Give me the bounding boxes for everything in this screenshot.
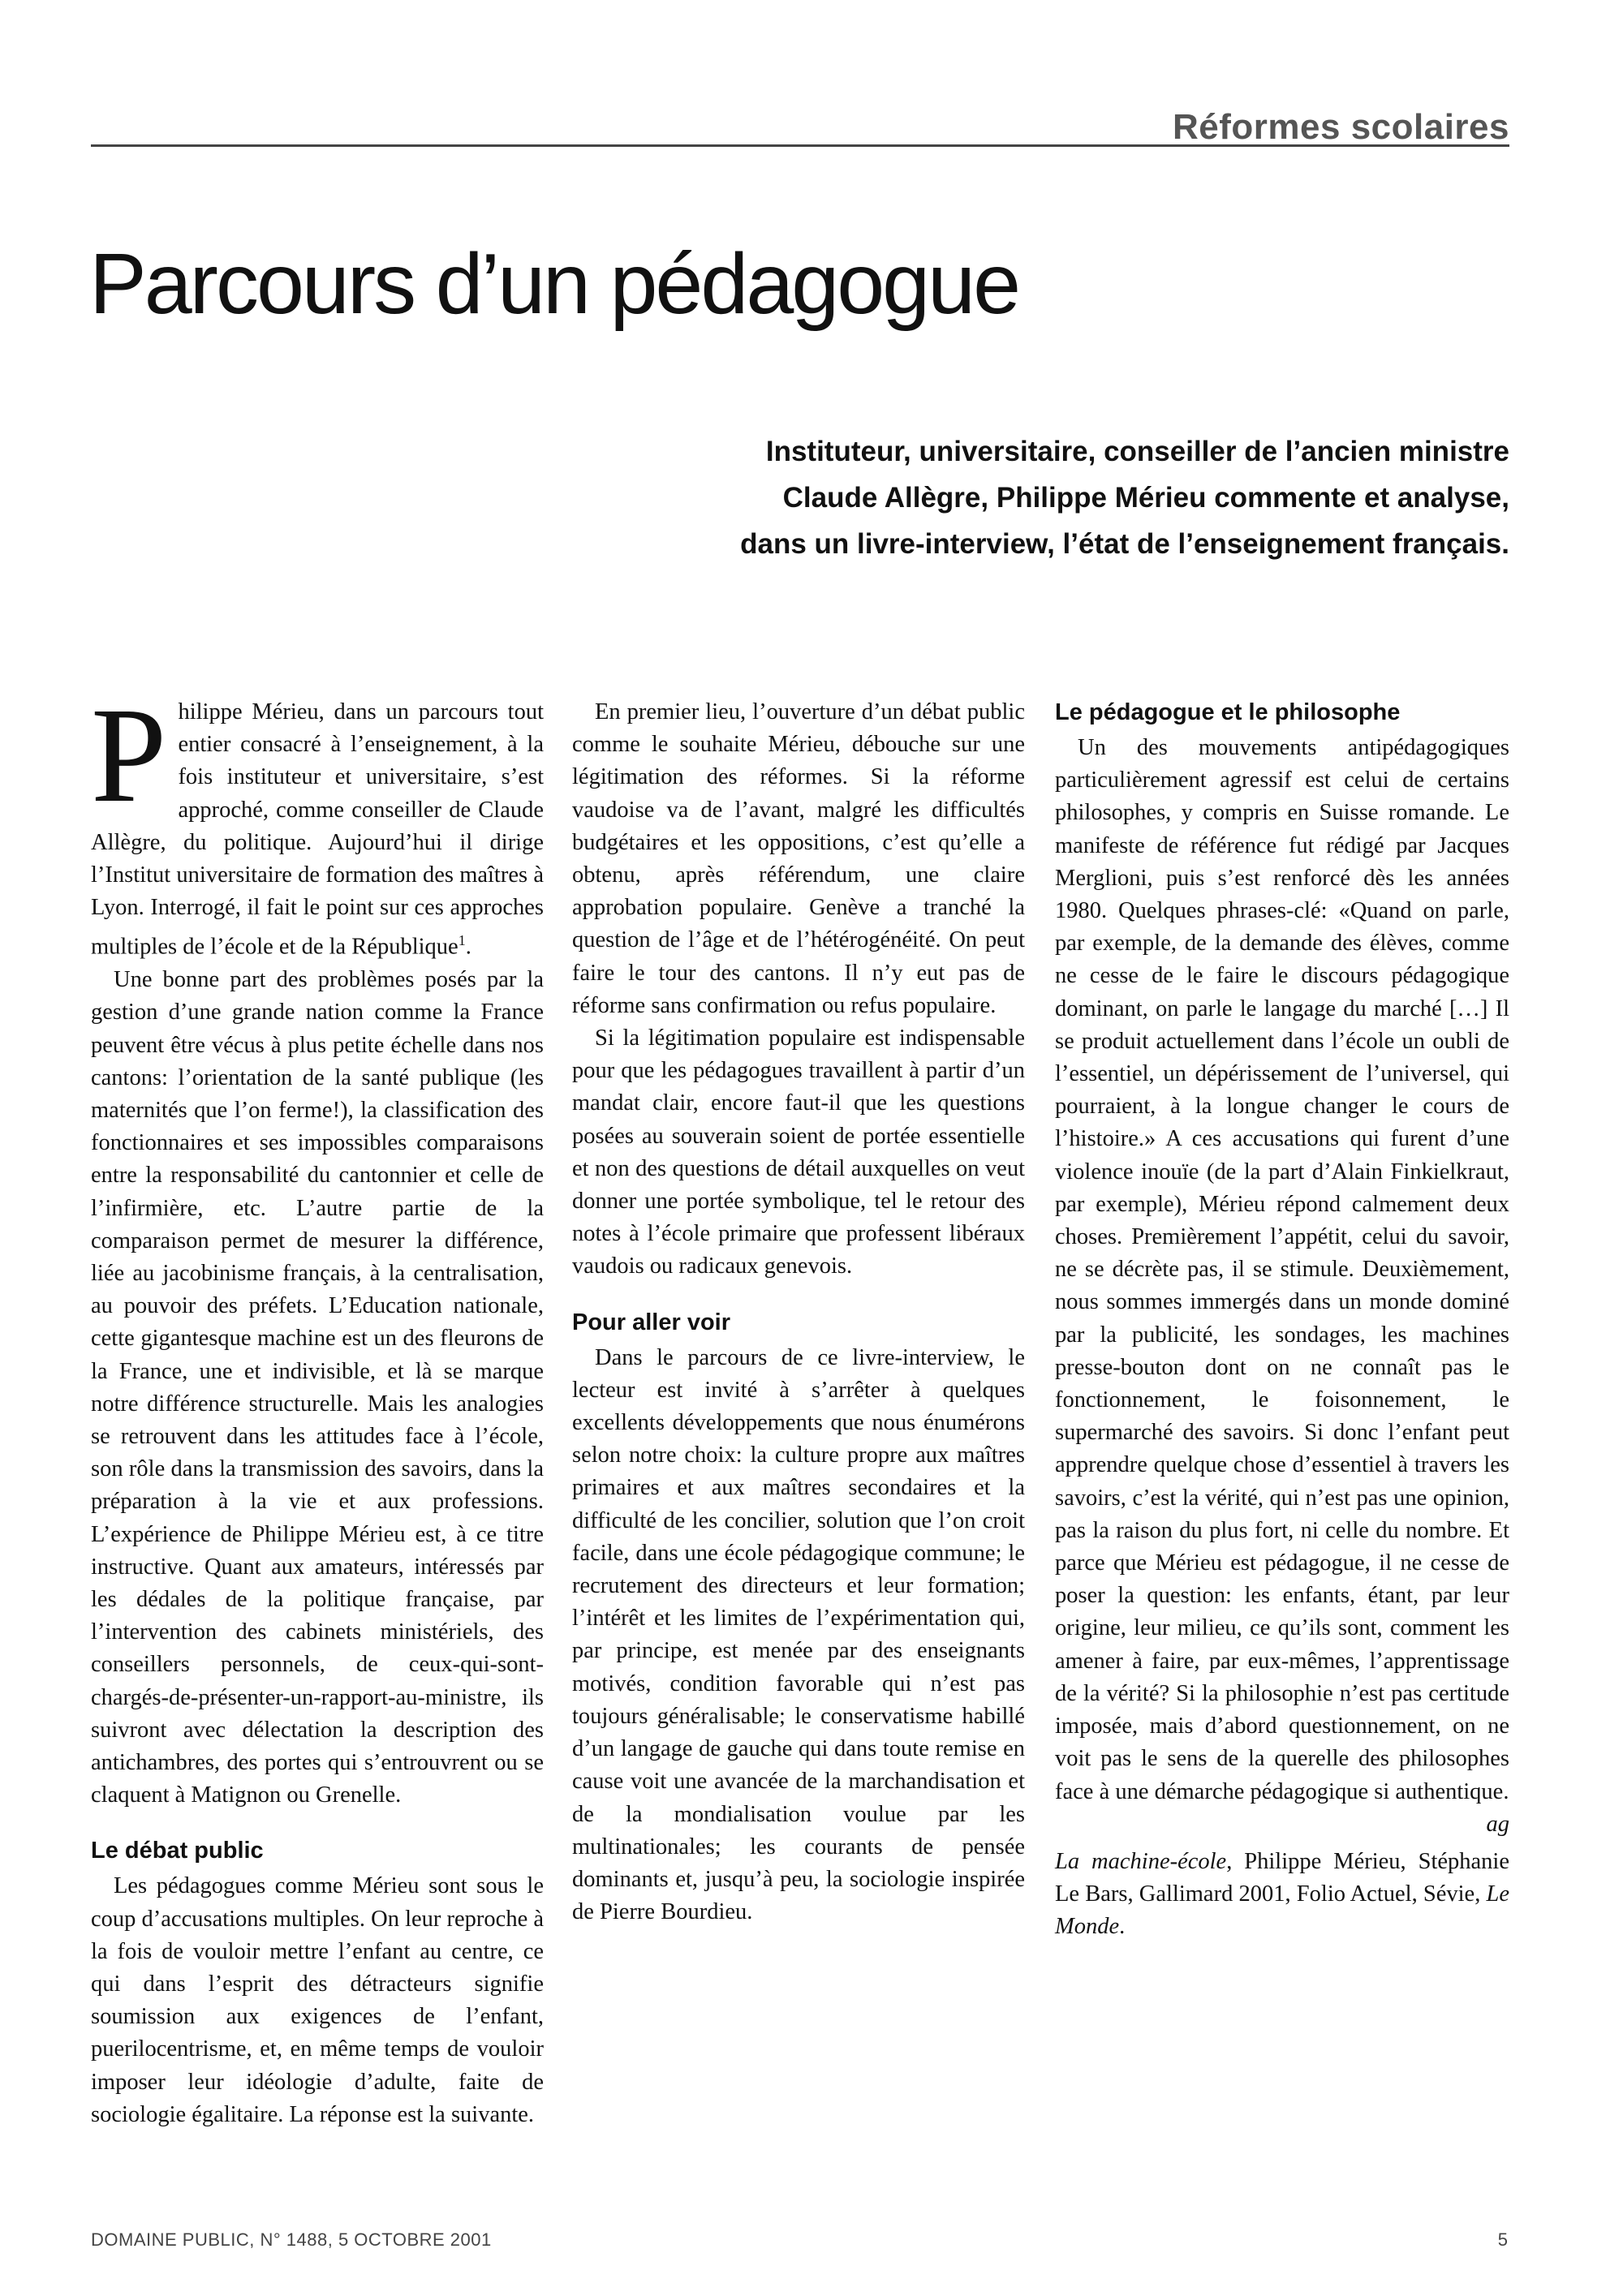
subheading-pour-aller-voir: Pour aller voir <box>572 1309 731 1335</box>
body-paragraph: Si la légitimation populaire est indispensable pour que les pédagogues travaillent à partir d’un mandat clair, encore faut-il que les questions posées au souverain soient de portée essentielle et non des questions de détail auxquelles on veut donner une portée symbolique, tel le retour des notes à l’école primaire que professent libéraux vaudois ou radicaux genevois. <box>572 1025 1025 1279</box>
article-title: Parcours d’un pédagogue <box>89 236 1019 332</box>
book-reference: La machine-école, Philippe Mérieu, Stéphanie Le Bars, Gallimard 2001, Folio Actuel, Sévie, Le Monde. <box>1055 1848 1509 1940</box>
body-paragraph: En premier lieu, l’ouverture d’un débat public comme le souhaite Mérieu, débouche sur une légitimation des réformes. Si la réforme vaudoise va de l’avant, malgré les difficultés budgétaires et les oppositions, c’est qu’elle a obtenu, après référendum, une claire approbation populaire. Genève a tranché la question de l’âge et de l’hétérogénéité. On peut faire le tour des cantons. Il n’y eut pas de réforme sans confirmation ou refus populaire. <box>572 699 1025 1018</box>
lead-line-1: Instituteur, universitaire, conseiller de l’ancien ministre <box>765 436 1509 467</box>
article-lead <box>438 428 1509 567</box>
book-title: La machine-école <box>1055 1848 1227 1874</box>
author-signature: ag <box>1486 1811 1509 1837</box>
footer-publication: DOMAINE PUBLIC, N° 1488, 5 OCTOBRE 2001 <box>91 2229 492 2250</box>
drop-cap: P <box>91 680 167 831</box>
subheading-pedagogue-philosophe: Le pédagogue et le philosophe <box>1055 699 1401 725</box>
intro-paragraph: Philippe Mérieu, dans un parcours tout entier consacré à l’enseignement, à la fois instituteur et universitaire, s’est approché, comme conseiller de Claude Allègre, du politique. Aujourd’hui il dirige l’Institut universitaire de formation des maîtres à Lyon. Interrogé, il fait le point sur ces approches multiples de l’école et de la République$^1$. <box>91 680 544 960</box>
body-paragraph: Les pédagogues comme Mérieu sont sous le coup d’accusations multiples. On leur reproche à la fois de vouloir mettre l’enfant au centre, ce qui dans l’esprit des détracteurs signifie soumission aux exigences de l’enfant, puerilocentrisme, et, en même temps de vouloir imposer leur idéologie d’adulte, faite de sociologie égalitaire. La réponse est la suivante. <box>91 1873 544 2127</box>
article-column-3 <box>1055 696 1509 1943</box>
lead-line-3: dans un livre-interview, l’état de l’enseignement français. <box>740 528 1509 560</box>
page-number: 5 <box>1497 2229 1508 2250</box>
article-column-2 <box>572 696 1025 1928</box>
reference-source: Le Monde <box>1055 1881 1509 1940</box>
lead-line-2: Claude Allègre, Philippe Mérieu commente et analyse, <box>782 482 1509 514</box>
section-rubric <box>91 104 1509 147</box>
body-paragraph: Un des mouvements antipédagogiques particulièrement agressif est celui de certains philosophes, y compris en Suisse romande. Le manifeste de référence fut rédigé par Jacques Merglioni, puis s’est renforcé dès les années 1980. Quelques phrases-clé: «Quand on parle, par exemple, de la demande des élèves, comme ne cesse de le faire le discours pédagogique dominant, on parle le langage du marché […] Il se produit actuellement dans l’école un oubli de l’essentiel, un dépérissement de l’universel, qui pourraient, à la longue changer le cours de l’histoire.» A ces accusations qui furent d’une violence inouïe (de la part d’Alain Finkielkraut, par exemple), Mérieu répond calmement deux choses. Premièrement l’appétit, celui du savoir, ne se décrète pas, il se stimule. Deuxièmement, nous sommes immergés dans un monde dominé par la publicité, les sondages, les machines presse-bouton dont on ne connaît pas le fonctionnement, le foisonnement, le supermarché des savoirs. Si donc l’enfant peut apprendre quelque chose d’essentiel à travers les savoirs, c’est la vérité, qui n’est pas une opinion, pas la raison du plus fort, ni celle du nombre. Et parce que Mérieu est pédagogue, il ne cesse de poser la question: les enfants, étant, par leur origine, leur milieu, ce qu’ils sont, comment les amener à faire, par eux-mêmes, l’apprentissage de la vérité? Si la philosophie n’est pas certitude imposée, mais d’abord questionnement, on ne voit pas le sens de la querelle des philosophes face à une démarche pédagogique si authentique. ag <box>1055 732 1509 1808</box>
footnote-marker: 1 <box>458 932 466 949</box>
rubric-label: Réformes scolaires <box>1173 107 1509 147</box>
body-paragraph: Une bonne part des problèmes posés par la gestion d’une grande nation comme la France peuvent être vécus à plus petite échelle dans nos cantons: l’orientation de la santé publique (les maternités que l’on ferme!), la classification des fonctionnaires et ses impossibles comparaisons entre la responsabilité du cantonnier et celle de l’infirmière, etc. L’autre partie de la comparaison permet de mesurer la différence, liée au jacobinisme français, à la centralisation, au pouvoir des préfets. L’Education nationale, cette gigantesque machine est un des fleurons de la France, une et indivisible, et là se marque notre différence structurelle. Mais les analogies se retrouvent dans les attitudes face à l’école, son rôle dans la transmission des savoirs, dans la préparation à la vie et aux professions. L’expérience de Philippe Mérieu est, à ce titre instructive. Quant aux amateurs, intéressés par les dédales de la politique française, par l’intervention des cabinets ministériels, des conseillers personnels, de ceux-qui-sont-chargés-de-présenter-un-rapport-au-ministre, ils suivront avec délectation la description des antichambres, des portes qui s’entrouvrent ou se claquent à Matignon ou Grenelle. <box>91 967 544 1808</box>
body-paragraph: Dans le parcours de ce livre-interview, le lecteur est invité à s’arrêter à quelques excellents développements que nous énumérons selon notre choix: la culture propre aux maîtres primaires et aux maîtres secondaires et la difficulté de les concilier, solution que l’on croit facile, dans une école pédagogique commune; le recrutement des directeurs et leur formation; l’intérêt et les limites de l’expérimentation qui, par principe, est menée par des enseignants motivés, condition favorable qui n’est pas toujours généralisable; le conservatisme habillé d’un langage de gauche qui dans toute remise en cause voit une avancée de la marchandisation et de la mondialisation voulue par les multinationales; les courants de pensée dominants et, jusqu’à peu, la sociologie inspirée de Pierre Bourdieu. <box>572 1344 1025 1925</box>
subheading-debat-public: Le débat public <box>91 1838 264 1864</box>
article-column-1 <box>91 680 544 2131</box>
